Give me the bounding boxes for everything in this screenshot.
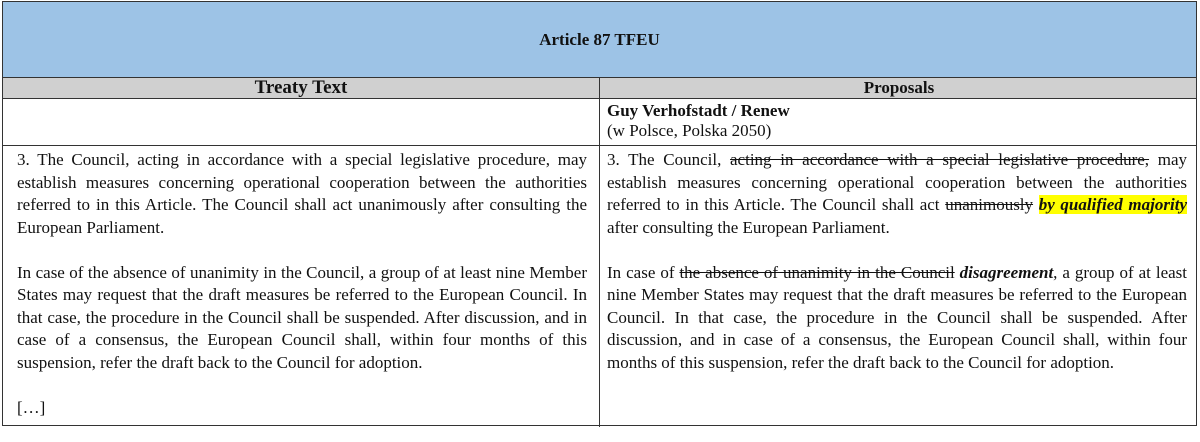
proposal-author-affiliation: (w Polsce, Polska 2050): [607, 121, 772, 140]
proposal-paragraph-1: [607, 149, 1187, 239]
column-divider: [599, 78, 600, 427]
header-proposals: Proposals: [863, 78, 935, 97]
proposal-text: [1033, 195, 1039, 214]
deleted-text: the absence of unanimity in the Council: [679, 262, 955, 282]
proposal-paragraph-2: [607, 262, 1187, 375]
deleted-text: acting in accordance with a special legislative procedure,: [730, 150, 1150, 169]
treaty-text-cell: [17, 149, 587, 442]
proposal-text-cell: [607, 149, 1187, 397]
table-title-row: [3, 2, 1196, 78]
inserted-highlighted-text: by qualified majority: [1038, 195, 1187, 214]
treaty-ellipsis: […]: [17, 397, 46, 417]
proposal-text: , a group of at least nine Member States may request that the draft measures be referred to the European Council. In that case, the procedure in the Council shall be suspended. After discussion, and in case of a consensus, the European Council shall, within four months of this suspension, refer the draft back to the Council for adoption.: [607, 262, 1188, 372]
header-treaty-text: Treaty Text: [254, 77, 348, 98]
proposal-author-name: Guy Verhofstadt / Renew: [607, 101, 790, 120]
treaty-paragraph-2: In case of the absence of unanimity in the Council, a group of at least nine Member States may request that the draft measures be referred to the European Council. In that case, the procedure in the Council shall be suspended. After discussion, and in case of a consensus, the European Council shall, within four months of this suspension, refer the draft back to the Council for adoption.: [17, 262, 587, 372]
proposal-text: In case of: [607, 262, 680, 282]
treaty-paragraph-1: 3. The Council, acting in accordance with a special legislative procedure, may establish measures concerning operational cooperation between the authorities referred to in this Article. The Council shall act unanimously after consulting the European Parliament.: [17, 150, 587, 237]
deleted-text: unanimously: [945, 195, 1034, 214]
proposal-author-cell: [607, 101, 1187, 141]
comparison-table: [2, 1, 1197, 426]
proposal-text: after consulting the European Parliament.: [607, 217, 890, 237]
proposal-text: may establish measures concerning operational cooperation between the authorities referred to in this Article. The Council shall act: [607, 150, 1187, 214]
table-title: Article 87 TFEU: [539, 29, 660, 49]
proposal-text: 3. The Council,: [607, 150, 731, 169]
inserted-text: disagreement: [959, 262, 1054, 282]
